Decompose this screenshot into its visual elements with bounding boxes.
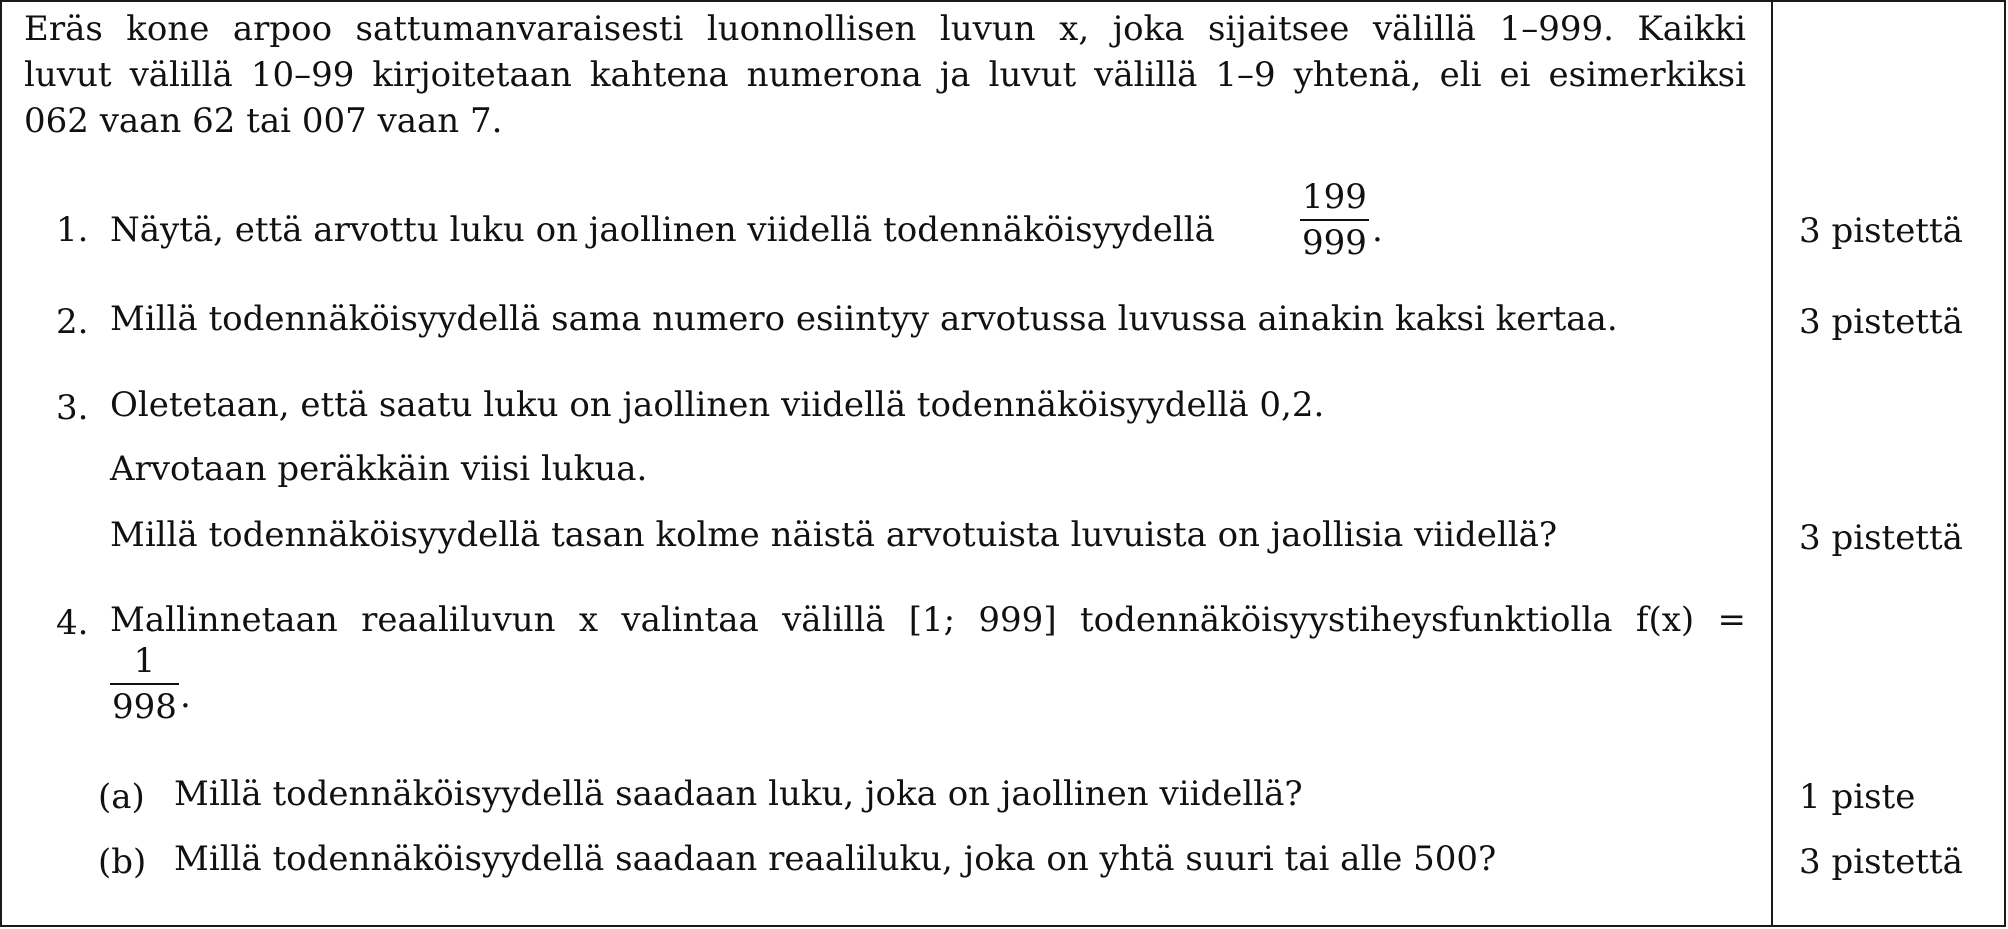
- intro-line-3: 062 vaan 62 tai 007 vaan 7.: [24, 101, 503, 141]
- task-1-fraction: [1300, 177, 1369, 263]
- problem-intro: [24, 6, 1746, 144]
- task-4b-label: (b): [98, 842, 147, 882]
- task-3-line-1: Oletetaan, että saatu luku on jaollinen viidellä todennäköisyydellä 0,2.: [110, 385, 1325, 425]
- task-4-period: .: [180, 676, 191, 716]
- task-1-number: 1.: [56, 210, 89, 250]
- task-4a-text: Millä todennäköisyydellä saadaan luku, joka on jaollinen viidellä?: [174, 774, 1303, 814]
- intro-line-2: luvut välillä 10–99 kirjoitetaan kahtena numerona ja luvut välillä 1–9 yhtenä, eli ei esimerkiksi: [24, 55, 1746, 95]
- task-2-number: 2.: [56, 302, 89, 342]
- task-1-period: .: [1372, 210, 1383, 250]
- task-2-text: Millä todennäköisyydellä sama numero esiintyy arvotussa luvussa ainakin kaksi kertaa.: [110, 299, 1618, 339]
- task-4-fraction-denominator: 998: [112, 687, 177, 727]
- task-1-text: Näytä, että arvottu luku on jaollinen viidellä todennäköisyydellä: [110, 210, 1215, 250]
- task-3-line-2: Arvotaan peräkkäin viisi lukua.: [110, 449, 648, 489]
- task-4-fraction: [110, 641, 179, 727]
- task-4b-points: 3 pistettä: [1799, 842, 1963, 882]
- task-4-text: Mallinnetaan reaaliluvun x valintaa välillä [1; 999] todennäköisyystiheysfunktiolla f(x) =: [110, 600, 1746, 640]
- task-1-fraction-denominator: 999: [1302, 223, 1367, 263]
- task-3-line-3: Millä todennäköisyydellä tasan kolme näistä arvotuista luvuista on jaollisia viidellä?: [110, 515, 1558, 555]
- fraction-bar: [110, 683, 179, 685]
- task-3-points: 3 pistettä: [1799, 518, 1963, 558]
- task-4b-text: Millä todennäköisyydellä saadaan reaaliluku, joka on yhtä suuri tai alle 500?: [174, 839, 1497, 879]
- task-4a-points: 1 piste: [1799, 777, 1916, 817]
- task-2-points: 3 pistettä: [1799, 302, 1963, 342]
- fraction-bar: [1300, 219, 1369, 221]
- task-1-points: 3 pistettä: [1799, 211, 1963, 251]
- task-4-fraction-numerator: 1: [133, 641, 156, 681]
- intro-line-1: Eräs kone arpoo sattumanvaraisesti luonnollisen luvun x, joka sijaitsee välillä 1–999. Kaikki: [24, 9, 1746, 49]
- task-1-fraction-numerator: 199: [1302, 177, 1367, 217]
- task-4a-label: (a): [98, 777, 145, 817]
- points-column-divider: [1771, 0, 1773, 927]
- task-3-number: 3.: [56, 388, 89, 428]
- task-4-number: 4.: [56, 603, 89, 643]
